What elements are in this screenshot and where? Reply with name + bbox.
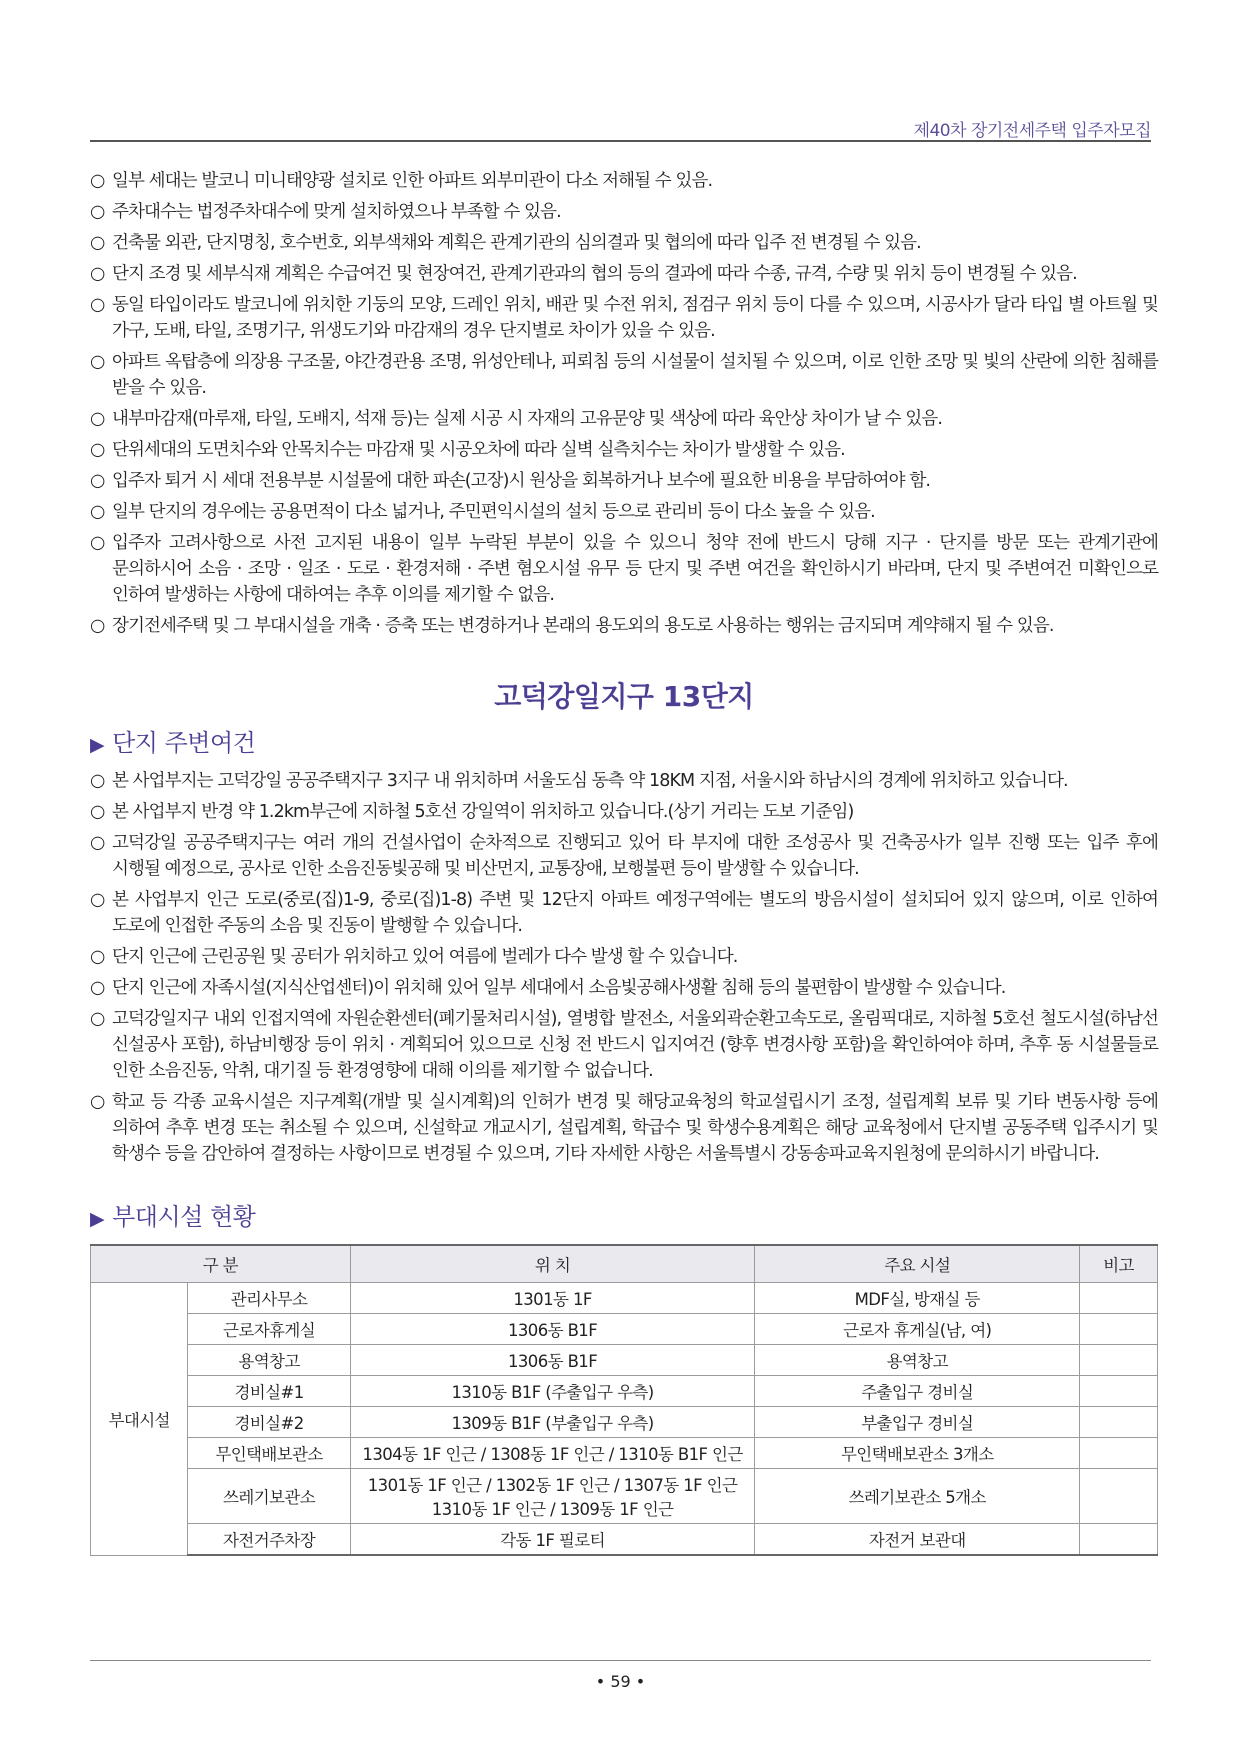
facility-name-cell: 경비실#1 — [188, 1376, 350, 1407]
table-row — [91, 1438, 1158, 1469]
main-facility-cell: MDF실, 방재실 등 — [755, 1283, 1080, 1314]
circle-bullet-icon: ○ — [90, 890, 105, 910]
table-row — [91, 1469, 1158, 1524]
list-item — [90, 613, 1158, 639]
list-item-text: 단위세대의 도면치수와 안목치수는 마감재 및 시공오차에 따라 실벽 실측치수는 차이가 발생할 수 있음. — [112, 440, 845, 460]
list-item-text: 주차대수는 법정주차대수에 맞게 설치하였으나 부족할 수 있음. — [112, 202, 561, 222]
table-row — [91, 1376, 1158, 1407]
list-item — [90, 499, 1158, 525]
list-item — [90, 1089, 1158, 1167]
footer-rule — [90, 1660, 1151, 1661]
facilities-table-body — [91, 1283, 1158, 1556]
location-cell — [350, 1469, 755, 1524]
note-cell — [1080, 1376, 1158, 1407]
main-facility-cell: 자전거 보관대 — [755, 1524, 1080, 1556]
circle-bullet-icon: ○ — [90, 771, 105, 791]
table-row — [91, 1407, 1158, 1438]
circle-bullet-icon: ○ — [90, 409, 105, 429]
list-item — [90, 768, 1158, 794]
header-location: 위 치 — [350, 1245, 755, 1283]
list-item — [90, 437, 1158, 463]
header-note: 비고 — [1080, 1245, 1158, 1283]
section-title: 고덕강일지구 13단지 — [494, 680, 754, 713]
table-row — [91, 1283, 1158, 1314]
main-facility-cell: 무인택배보관소 3개소 — [755, 1438, 1080, 1469]
facilities-table — [90, 1244, 1158, 1556]
table-row — [91, 1524, 1158, 1556]
list-item-text: 단지 조경 및 세부식재 계획은 수급여건 및 현장여건, 관계기관과의 협의 등의 결과에 따라 수종, 규격, 수량 및 위치 등이 변경될 수 있음. — [112, 264, 1077, 284]
circle-bullet-icon: ○ — [90, 616, 105, 636]
list-item-text: 학교 등 각종 교육시설은 지구계획(개발 및 실시계획)의 인허가 변경 및 해당교육청의 학교설립시기 조정, 설립계획 보류 및 기타 변동사항 등에 의하여 추후 변경 또는 취소될 수 있으며, 신설학교 개교시기, 설립계획, 학급수 및 학생수용계획은 해당 교육청에서 단지별 공동주택 입주시기 및 학생수 등을 감안하여 결정하는 사항이므로 변경될 수 있으며, 기타 자세한 사항은 서울특별시 강동송파교육지원청에 문의하시기 바랍니다. — [112, 1092, 1158, 1164]
list-item — [90, 168, 1158, 194]
list-item-text: 일부 단지의 경우에는 공용면적이 다소 넓거나, 주민편익시설의 설치 등으로 관리비 등이 다소 높을 수 있음. — [112, 502, 875, 522]
circle-bullet-icon: ○ — [90, 264, 105, 284]
list-item-text: 아파트 옥탑층에 의장용 구조물, 야간경관용 조명, 위성안테나, 피뢰침 등의 시설물이 설치될 수 있으며, 이로 인한 조망 및 빛의 산란에 의한 침해를 받을 수 있음. — [112, 352, 1158, 398]
list-item-text: 입주자 고려사항으로 사전 고지된 내용이 일부 누락된 부분이 있을 수 있으니 청약 전에 반드시 당해 지구 · 단지를 방문 또는 관계기관에 문의하시어 소음 · 조망 · 일조 · 도로 · 환경저해 · 주변 혐오시설 유무 등 단지 및 주변 여건을 확인하시기 바라며, 단지 및 주변여건 미확인으로 인하여 발생하는 사항에 대하여는 추후 이의를 제기할 수 없음. — [112, 533, 1158, 605]
facility-name-cell: 쓰레기보관소 — [188, 1469, 350, 1524]
note-cell — [1080, 1438, 1158, 1469]
surroundings-heading — [90, 723, 1158, 758]
list-item-text: 단지 인근에 근린공원 및 공터가 위치하고 있어 여름에 벌레가 다수 발생 할 수 있습니다. — [112, 947, 738, 967]
list-item-text: 동일 타입이라도 발코니에 위치한 기둥의 모양, 드레인 위치, 배관 및 수전 위치, 점검구 위치 등이 다를 수 있으며, 시공사가 달라 타입 별 아트월 및 가구, 도배, 타일, 조명기구, 위생도기와 마감재의 경우 단지별로 차이가 있을 수 있음. — [112, 295, 1158, 341]
main-facility-cell: 쓰레기보관소 5개소 — [755, 1469, 1080, 1524]
note-cell — [1080, 1345, 1158, 1376]
list-item-text: 본 사업부지 반경 약 1.2km부근에 지하철 5호선 강일역이 위치하고 있습니다.(상기 거리는 도보 기준임) — [112, 802, 854, 822]
list-item — [90, 944, 1158, 970]
note-cell — [1080, 1407, 1158, 1438]
circle-bullet-icon: ○ — [90, 533, 105, 553]
list-item-text: 본 사업부지 인근 도로(중로(집)1-9, 중로(집)1-8) 주변 및 12단지 아파트 예정구역에는 별도의 방음시설이 설치되어 있지 않으며, 이로 인하여 도로에 인접한 주동의 소음 및 진동이 발행할 수 있습니다. — [112, 890, 1158, 936]
list-item — [90, 292, 1158, 344]
list-item-text: 고덕강일 공공주택지구는 여러 개의 건설사업이 순차적으로 진행되고 있어 타 부지에 대한 조성공사 및 건축공사가 일부 진행 또는 입주 후에 시행될 예정으로, 공사로 인한 소음진동빛공해 및 비산먼지, 교통장애, 보행불편 등이 발생할 수 있습니다. — [112, 833, 1158, 879]
circle-bullet-icon: ○ — [90, 1009, 105, 1029]
main-facility-cell: 주출입구 경비실 — [755, 1376, 1080, 1407]
location-cell: 1306동 B1F — [350, 1314, 755, 1345]
list-item — [90, 530, 1158, 608]
list-item — [90, 230, 1158, 256]
list-item — [90, 406, 1158, 432]
list-item — [90, 975, 1158, 1001]
circle-bullet-icon: ○ — [90, 295, 105, 315]
table-row — [91, 1314, 1158, 1345]
list-item-text: 건축물 외관, 단지명칭, 호수번호, 외부색채와 계획은 관계기관의 심의결과 및 협의에 따라 입주 전 변경될 수 있음. — [112, 233, 921, 253]
document-title: 제40차 장기전세주택 입주자모집 — [913, 121, 1151, 141]
facility-name-cell: 관리사무소 — [188, 1283, 350, 1314]
list-item — [90, 261, 1158, 287]
location-line: 1310동 1F 인근 / 1309동 1F 인근 — [431, 1500, 674, 1519]
location-line: 1301동 1F 인근 / 1302동 1F 인근 / 1307동 1F 인근 — [367, 1476, 738, 1495]
facility-name-cell: 무인택배보관소 — [188, 1438, 350, 1469]
list-item — [90, 349, 1158, 401]
facilities-heading-label: 부대시설 현황 — [112, 1203, 256, 1231]
list-item — [90, 468, 1158, 494]
note-cell — [1080, 1283, 1158, 1314]
circle-bullet-icon: ○ — [90, 202, 105, 222]
list-item-text: 고덕강일지구 내외 인접지역에 자원순환센터(폐기물처리시설), 열병합 발전소, 서울외곽순환고속도로, 올림픽대로, 지하철 5호선 철도시설(하남선 신설공사 포함), 하남비행장 등이 위치 · 계획되어 있으므로 신청 전 반드시 입지여건 (향후 변경사항 포함)을 확인하여야 하며, 추후 동 시설물들로 인한 소음진동, 악취, 대기질 등 환경영향에 대해 이의를 제기할 수 없습니다. — [112, 1009, 1158, 1081]
note-cell — [1080, 1314, 1158, 1345]
location-cell: 1301동 1F — [350, 1283, 755, 1314]
circle-bullet-icon: ○ — [90, 833, 105, 853]
circle-bullet-icon: ○ — [90, 978, 105, 998]
header-main-facility: 주요 시설 — [755, 1245, 1080, 1283]
circle-bullet-icon: ○ — [90, 352, 105, 372]
location-cell: 1310동 B1F (주출입구 우측) — [350, 1376, 755, 1407]
location-cell: 각동 1F 필로티 — [350, 1524, 755, 1556]
circle-bullet-icon: ○ — [90, 171, 105, 191]
location-cell: 1306동 B1F — [350, 1345, 755, 1376]
circle-bullet-icon: ○ — [90, 947, 105, 967]
circle-bullet-icon: ○ — [90, 471, 105, 491]
triangle-icon: ▶ — [90, 734, 105, 756]
table-row — [91, 1345, 1158, 1376]
note-cell — [1080, 1524, 1158, 1556]
facility-name-cell: 경비실#2 — [188, 1407, 350, 1438]
circle-bullet-icon: ○ — [90, 233, 105, 253]
facilities-heading — [90, 1197, 1158, 1232]
circle-bullet-icon: ○ — [90, 802, 105, 822]
surroundings-list — [90, 768, 1158, 1167]
facility-name-cell: 근로자휴게실 — [188, 1314, 350, 1345]
page-header — [90, 100, 1151, 142]
list-item — [90, 799, 1158, 825]
group-cell: 부대시설 — [91, 1283, 188, 1556]
list-item-text: 장기전세주택 및 그 부대시설을 개축 · 증축 또는 변경하거나 본래의 용도외의 용도로 사용하는 행위는 금지되며 계약해지 될 수 있음. — [112, 616, 1054, 636]
list-item — [90, 1006, 1158, 1084]
list-item-text: 내부마감재(마루재, 타일, 도배지, 석재 등)는 실제 시공 시 자재의 고유문양 및 색상에 따라 육안상 차이가 날 수 있음. — [112, 409, 942, 429]
facility-name-cell: 자전거주차장 — [188, 1524, 350, 1556]
location-cell: 1304동 1F 인근 / 1308동 1F 인근 / 1310동 B1F 인근 — [350, 1438, 755, 1469]
surroundings-heading-label: 단지 주변여건 — [112, 729, 256, 757]
list-item-text: 본 사업부지는 고덕강일 공공주택지구 3지구 내 위치하며 서울도심 동측 약 18KM 지점, 서울시와 하남시의 경계에 위치하고 있습니다. — [112, 771, 1068, 791]
main-facility-cell: 용역창고 — [755, 1345, 1080, 1376]
list-item-text: 일부 세대는 발코니 미니태양광 설치로 인한 아파트 외부미관이 다소 저해될 수 있음. — [112, 171, 713, 191]
list-item — [90, 830, 1158, 882]
note-cell — [1080, 1469, 1158, 1524]
circle-bullet-icon: ○ — [90, 502, 105, 522]
notes-list — [90, 168, 1158, 639]
page-content — [90, 168, 1158, 1556]
circle-bullet-icon: ○ — [90, 440, 105, 460]
header-category: 구 분 — [91, 1245, 351, 1283]
list-item-text: 입주자 퇴거 시 세대 전용부분 시설물에 대한 파손(고장)시 원상을 회복하거나 보수에 필요한 비용을 부담하여야 함. — [112, 471, 931, 491]
triangle-icon: ▶ — [90, 1208, 105, 1230]
facility-name-cell: 용역창고 — [188, 1345, 350, 1376]
list-item — [90, 887, 1158, 939]
circle-bullet-icon: ○ — [90, 1092, 105, 1112]
list-item-text: 단지 인근에 자족시설(지식산업센터)이 위치해 있어 일부 세대에서 소음빛공해사생활 침해 등의 불편함이 발생할 수 있습니다. — [112, 978, 1006, 998]
location-cell: 1309동 B1F (부출입구 우측) — [350, 1407, 755, 1438]
main-facility-cell: 부출입구 경비실 — [755, 1407, 1080, 1438]
page-number: • 59 • — [595, 1672, 646, 1691]
main-facility-cell: 근로자 휴게실(남, 여) — [755, 1314, 1080, 1345]
list-item — [90, 199, 1158, 225]
